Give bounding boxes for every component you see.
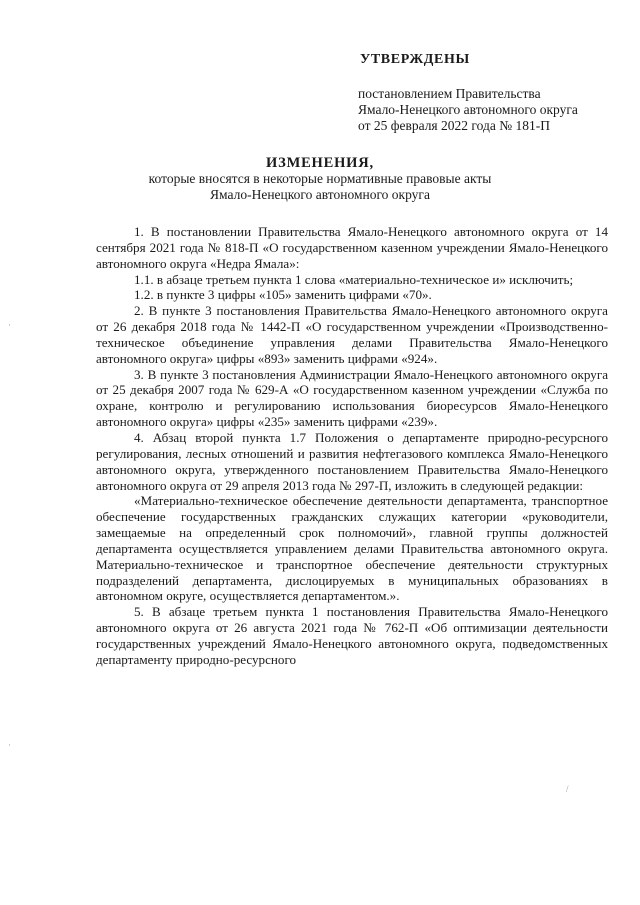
paragraph: 2. В пункте 3 постановления Правительства Ямало-Ненецкого автономного округа от 26 декабря 2018 года № 1442-П «О государственном учреждении «Производственно-техническое объединение управления делами Правительства Ямало-Ненецкого автономного округа» цифры «893» заменить цифрами «924».	[96, 303, 608, 366]
title-subtitle: которые вносятся в некоторые нормативные правовые акты	[148, 171, 492, 186]
approval-line: Ямало-Ненецкого автономного округа	[358, 102, 578, 117]
paragraph: 4. Абзац второй пункта 1.7 Положения о департаменте природно-ресурсного регулирования, лесных отношений и развития нефтегазового комплекса Ямало-Ненецкого автономного округа, утвержденного постановлением Правительства Ямало-Ненецкого автономного округа от 29 апреля 2013 года № 297-П, изложить в следующей редакции:	[96, 429, 608, 493]
paragraph: 1. В постановлении Правительства Ямало-Ненецкого автономного округа от 14 сентября 2021 года № 818-П «О государственном казенном учреждении Ямало-Ненецкого автономного округа «Недра Ямала»:	[96, 224, 608, 271]
scan-artifact: ·	[8, 740, 11, 750]
paragraph: 5. В абзаце третьем пункта 1 постановления Правительства Ямало-Ненецкого автономного округа от 26 августа 2021 года № 762-П «Об оптимизации деятельности государственных учреждений Ямало-Ненецкого автономного округа, подведомственных департаменту природно-ресурсного	[96, 604, 608, 667]
approval-line: постановлением Правительства	[358, 86, 541, 101]
quoted-paragraph: «Материально-техническое обеспечение деятельности департамента, транспортное обеспечение государственных гражданских служащих категории «руководители, замещаемые на определенный срок полномочий», главной группы должностей департамента осуществляется управлением делами Правительства автономного округа. Материально-техническое и транспортное обеспечение деятельности структурных подразделений департамента, дислоцируемых в муниципальных образованиях в автономном округе, осуществляется департаментом.».	[96, 493, 608, 604]
scan-artifact: ·	[8, 320, 11, 330]
approval-stamp	[358, 52, 578, 134]
document-body	[96, 224, 608, 668]
approval-heading: УТВЕРЖДЕНЫ	[360, 52, 470, 67]
scan-artifact: /	[566, 784, 569, 794]
approval-line: от 25 февраля 2022 года № 181-П	[358, 118, 550, 133]
paragraph: 3. В пункте 3 постановления Администрации Ямало-Ненецкого автономного округа от 25 декабря 2007 года № 629-А «О государственном казенном учреждении «Служба по охране, контролю и регулированию использования биоресурсов Ямало-Ненецкого автономного округа» цифры «235» заменить цифрами «239».	[96, 366, 608, 430]
title-main: ИЗМЕНЕНИЯ,	[266, 155, 374, 171]
paragraph: 1.1. в абзаце третьем пункта 1 слова «материально-техническое и» исключить;	[134, 271, 574, 287]
title-subtitle: Ямало-Ненецкого автономного округа	[210, 187, 430, 202]
approval-details	[358, 86, 578, 134]
paragraph: 1.2. в пункте 3 цифры «105» заменить цифрами «70».	[134, 287, 432, 303]
document-title	[96, 155, 544, 203]
